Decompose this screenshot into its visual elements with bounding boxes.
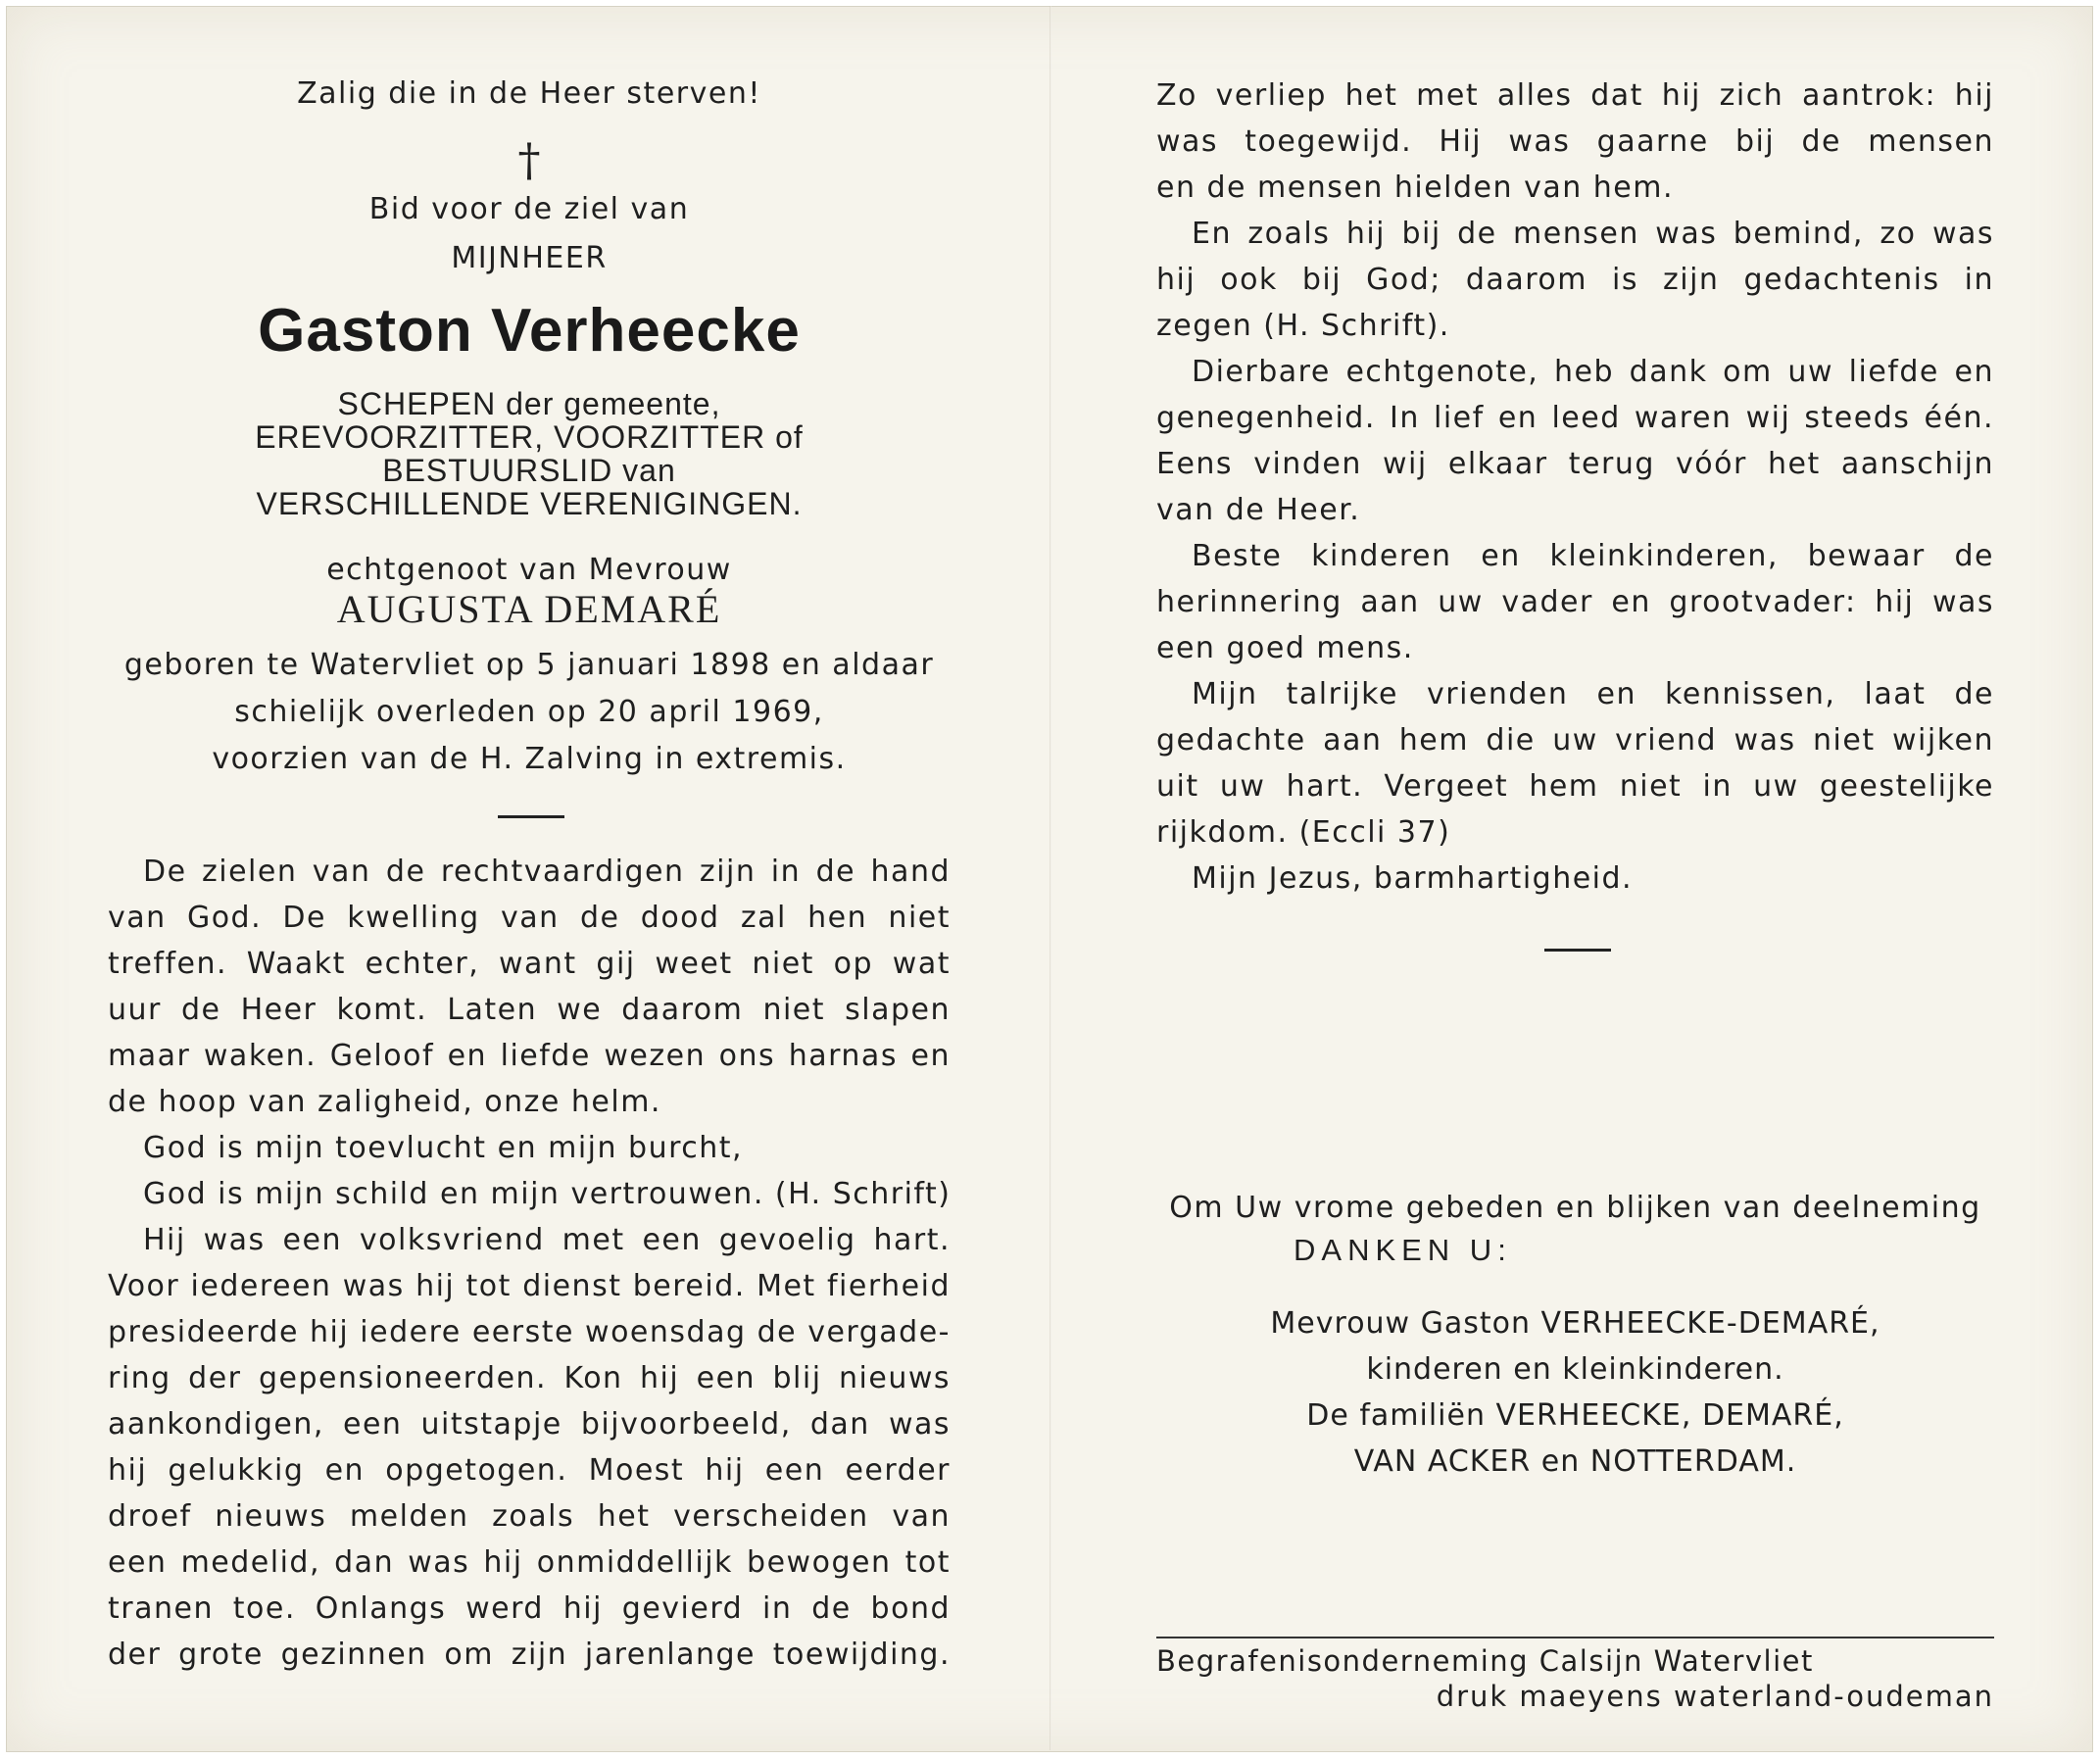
title-line: VERSCHILLENDE VERENIGINGEN. [256, 486, 803, 521]
spouse-name: AUGUSTA DEMARÉ [336, 587, 722, 631]
text-line: De zielen van de rechtvaardigen zijn in de hand [143, 855, 951, 889]
text-line: uur de Heer komt. Laten we daarom niet slapen [108, 993, 951, 1027]
left-body-text [108, 849, 951, 1678]
text-line: uit uw hart. Vergeet hem niet in uw geestelijke [1156, 769, 1994, 804]
text-line: een goed mens. [1156, 631, 1414, 665]
text-line: tranen toe. Onlangs werd hij gevierd in de bond [108, 1591, 951, 1626]
text-line: hij gelukkig en opgetogen. Moest hij een eerder [108, 1453, 951, 1488]
text-line: ring der gepensioneerden. Kon hij een blij nieuws [108, 1361, 951, 1395]
text-line: droef nieuws melden zoals het verscheiden van [108, 1499, 951, 1534]
text-line: Hij was een volksvriend met een gevoelig hart. [143, 1223, 951, 1257]
family-block [1156, 1300, 1994, 1485]
undertaker-credit: Begrafenisonderneming Calsijn Watervliet [1156, 1644, 1814, 1678]
birth-death-block [108, 642, 951, 783]
title-line: SCHEPEN der gemeente, [337, 386, 721, 421]
text-line: En zoals hij bij de mensen was bemind, zo was [1192, 217, 1994, 251]
family-line: VAN ACKER en NOTTERDAM. [1353, 1444, 1797, 1479]
sacrament-line: voorzien van de H. Zalving in extremis. [212, 742, 847, 776]
text-line: God is mijn toevlucht en mijn burcht, [143, 1131, 744, 1165]
family-line: Mevrouw Gaston VERHEECKE-DEMARÉ, [1270, 1306, 1880, 1341]
deceased-name: Gaston Verheecke [258, 297, 801, 365]
spouse-intro: echtgenoot van Mevrouw [326, 553, 732, 587]
text-line: presideerde hij iedere eerste woensdag de vergade- [108, 1315, 951, 1349]
footer-divider [1156, 1637, 1994, 1638]
left-panel [108, 0, 951, 1760]
cross-icon: † [517, 133, 541, 186]
text-line: rijkdom. (Eccli 37) [1156, 815, 1451, 850]
divider [1544, 949, 1611, 952]
text-line: Mijn talrijke vrienden en kennissen, laat de [1192, 677, 1994, 711]
death-line: schielijk overleden op 20 april 1969, [234, 695, 824, 729]
birth-line: geboren te Watervliet op 5 januari 1898 en aldaar [123, 648, 935, 682]
text-line: en de mensen hielden van hem. [1156, 171, 1674, 205]
text-line: een medelid, dan was hij onmiddellijk bewogen tot [108, 1545, 951, 1580]
danken-heading: DANKEN U: [1294, 1233, 1512, 1267]
thanks-line: Om Uw vrome gebeden en blijken van deelneming [1169, 1191, 1981, 1225]
family-line: De familiën VERHEECKE, DEMARÉ, [1306, 1398, 1844, 1433]
text-line: maar waken. Geloof en liefde wezen ons harnas en [108, 1039, 951, 1073]
text-line: herinnering aan uw vader en grootvader: hij was [1156, 585, 1994, 619]
text-line: zegen (H. Schrift). [1156, 309, 1450, 343]
text-line: Mijn Jezus, barmhartigheid. [1192, 861, 1634, 896]
honorific: MIJNHEER [451, 241, 608, 275]
text-line: Zo verliep het met alles dat hij zich aantrok: hij [1156, 78, 1994, 113]
titles-block [108, 387, 951, 520]
text-line: God is mijn schild en mijn vertrouwen. (H. Schrift) [143, 1177, 952, 1211]
text-line: Dierbare echtgenote, heb dank om uw liefde en [1192, 355, 1994, 389]
family-line: kinderen en kleinkinderen. [1366, 1352, 1784, 1387]
text-line: genegenheid. In lief en leed waren wij steeds één. [1156, 401, 1994, 435]
text-line: was toegewijd. Hij was gaarne bij de mensen [1156, 124, 1994, 159]
text-line: van God. De kwelling van de dood zal hen niet [108, 901, 951, 935]
right-body-text [1156, 73, 1994, 902]
title-line: EREVOORZITTER, VOORZITTER of [255, 419, 804, 455]
text-line: der grote gezinnen om zijn jarenlange toewijding. [108, 1638, 951, 1672]
fold-line [1050, 6, 1051, 1750]
text-line: de hoop van zaligheid, onze helm. [108, 1085, 661, 1119]
right-panel [1156, 0, 1994, 1760]
printer-credit: druk maeyens waterland-oudeman [1436, 1680, 1994, 1713]
text-line: gedachte aan hem die uw vriend was niet wijken [1156, 723, 1994, 758]
prayer-request: Bid voor de ziel van [368, 192, 690, 226]
text-line: Eens vinden wij elkaar terug vóór het aanschijn [1156, 447, 1994, 481]
title-line: BESTUURSLID van [382, 453, 676, 488]
text-line: Beste kinderen en kleinkinderen, bewaar de [1192, 539, 1994, 573]
text-line: van de Heer. [1156, 493, 1361, 527]
text-line: hij ook bij God; daarom is zijn gedachtenis in [1156, 263, 1994, 297]
opening-verse: Zalig die in de Heer sterven! [297, 76, 761, 111]
text-line: aankondigen, een uitstapje bijvoorbeeld, dan was [108, 1407, 951, 1442]
divider [498, 815, 564, 818]
text-line: Voor iedereen was hij tot dienst bereid. Met fierheid [108, 1269, 951, 1303]
text-line: treffen. Waakt echter, want gij weet niet op wat [108, 947, 951, 981]
